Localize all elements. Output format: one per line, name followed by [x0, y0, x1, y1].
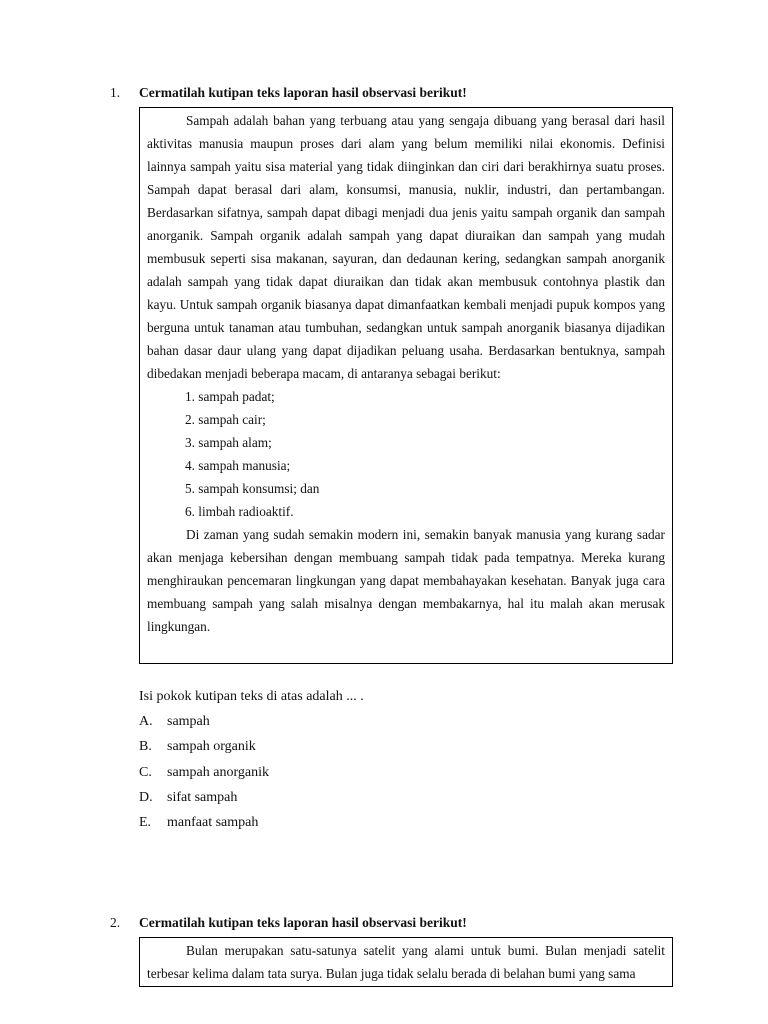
option-a[interactable] [139, 711, 269, 736]
list-item: 1. sampah padat; [185, 389, 275, 404]
option-letter: E. [139, 815, 152, 831]
list-item: 4. sampah manusia; [185, 458, 291, 473]
question-number: 1. [110, 85, 121, 100]
passage-intro-paragraph: Bulan merupakan satu-satunya satelit yang alami untuk bumi. Bulan menjadi satelit terbesar kelima dalam tata surya. Bulan juga tidak selalu berada di belahan bumi yang sama [147, 943, 665, 981]
answer-options [139, 711, 269, 837]
option-text: sampah organik [167, 739, 256, 755]
option-text: sifat sampah [167, 789, 238, 805]
question-instruction: Cermatilah kutipan teks laporan hasil observasi berikut! [139, 85, 467, 100]
passage-box-2 [139, 937, 673, 987]
option-d[interactable] [139, 787, 269, 812]
question-number: 2. [110, 915, 121, 930]
option-c[interactable] [139, 762, 269, 787]
option-text: manfaat sampah [167, 815, 259, 831]
option-e[interactable] [139, 812, 269, 837]
option-letter: B. [139, 739, 152, 755]
question-prompt: Isi pokok kutipan teks di atas adalah ... . [139, 689, 364, 704]
passage-box-1 [139, 107, 673, 664]
option-text: sampah [167, 714, 210, 729]
list-item: 6. limbah radioaktif. [185, 504, 294, 519]
option-b[interactable] [139, 736, 269, 761]
passage-closing-paragraph: Di zaman yang sudah semakin modern ini, semakin banyak manusia yang kurang sadar akan menjaga kebersihan dengan membuang sampah tidak pada tempatnya. Mereka kurang menghiraukan pencemaran lingkungan yang dapat membahayakan kesehatan. Banyak juga cara membuang sampah yang salah misalnya dengan membakarnya, hal itu malah akan merusak lingkungan. [147, 527, 665, 634]
option-text: sampah anorganik [167, 764, 269, 780]
option-letter: A. [139, 714, 153, 729]
waste-types-list [147, 385, 665, 523]
list-item: 5. sampah konsumsi; dan [185, 481, 320, 496]
passage-intro-paragraph: Sampah adalah bahan yang terbuang atau yang sengaja dibuang yang berasal dari hasil aktivitas manusia maupun proses dari alam yang belum memiliki nilai ekonomis. Definisi lainnya sampah yaitu sisa material yang tidak diinginkan dan ciri dari berakhirnya suatu proses. Sampah dapat berasal dari alam, konsumsi, manusia, nuklir, industri, dan pertambangan. Berdasarkan sifatnya, sampah dapat dibagi menjadi dua jenis yaitu sampah organik dan sampah anorganik. Sampah organik adalah sampah yang dapat diuraikan dan sampah yang mudah membusuk seperti sisa makanan, sayuran, dan dedaunan kering, sedangkan sampah anorganik adalah sampah yang tidak dapat diuraikan dan tidak akan membusuk contohnya plastik dan kayu. Untuk sampah organik biasanya dapat dimanfaatkan kembali menjadi pupuk kompos yang berguna untuk tanaman atau tumbuhan, sedangkan untuk sampah anorganik biasanya dijadikan bahan dasar daur ulang yang dapat dijadikan peluang usaha. Berdasarkan bentuknya, sampah dibedakan menjadi beberapa macam, di antaranya sebagai berikut: [147, 113, 665, 381]
question-2-heading [110, 914, 467, 932]
question-instruction: Cermatilah kutipan teks laporan hasil observasi berikut! [139, 915, 467, 930]
list-item: 3. sampah alam; [185, 435, 272, 450]
list-item: 2. sampah cair; [185, 412, 266, 427]
question-1-heading [110, 84, 467, 102]
option-letter: D. [139, 789, 153, 805]
option-letter: C. [139, 764, 152, 780]
